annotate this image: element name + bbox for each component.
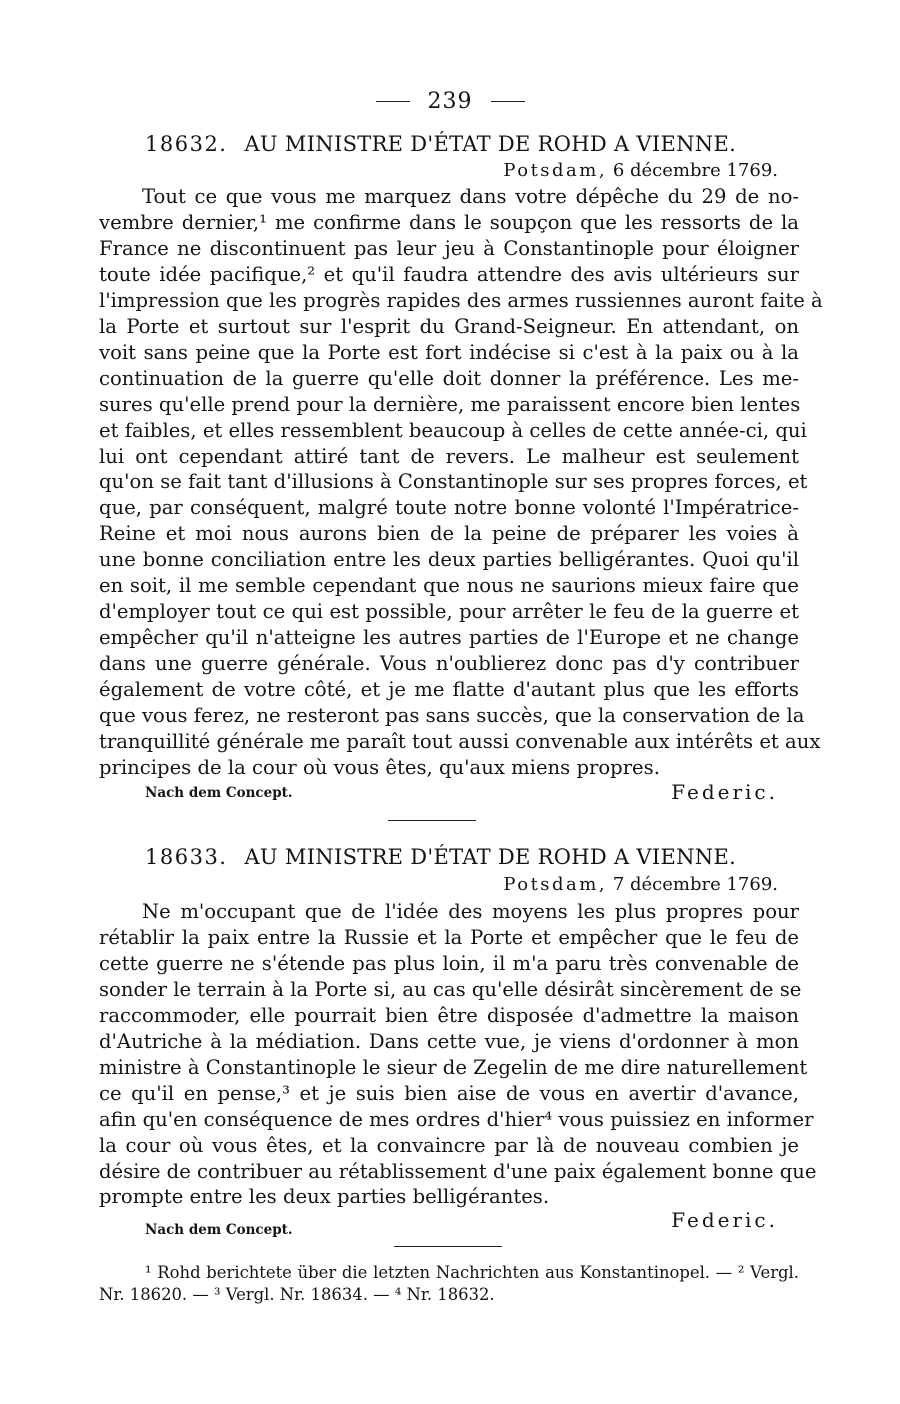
letter-heading bbox=[145, 132, 805, 156]
text-line: et faibles, et elles ressemblent beaucoup à celles de cette année-ci, qui bbox=[99, 418, 807, 442]
text-line: en soit, il me semble cependant que nous ne saurions mieux faire que bbox=[99, 574, 799, 598]
text-line: dans une guerre générale. Vous n'oublierez donc pas d'y contribuer bbox=[99, 652, 799, 676]
letter-title: AU MINISTRE D'ÉTAT DE ROHD A VIENNE. bbox=[244, 845, 737, 869]
text-line: sonder le terrain à la Porte si, au cas qu'elle désirât sincèrement de se bbox=[99, 977, 802, 1001]
text-line: Tout ce que vous me marquez dans votre dépêche du 29 de no- bbox=[142, 185, 799, 208]
letter-dateline bbox=[503, 160, 778, 181]
text-line: cette guerre ne s'étende pas plus loin, il m'a paru très convenable de bbox=[99, 951, 799, 975]
text-line: également de votre côté, et je me flatte d'autant plus que les efforts bbox=[99, 678, 799, 702]
text-line: principes de la cour où vous êtes, qu'aux miens propres. bbox=[99, 755, 660, 779]
letter-number: 18633. bbox=[145, 845, 228, 869]
page-number-row bbox=[0, 86, 900, 116]
letter-date: 6 décembre 1769. bbox=[612, 160, 778, 181]
text-line: empêcher qu'il n'atteigne les autres parties de l'Europe et ne change bbox=[99, 626, 799, 650]
text-line: vembre dernier,¹ me confirme dans le soupçon que les ressorts de la bbox=[99, 210, 799, 234]
page-number-dash-left bbox=[376, 101, 410, 102]
text-line: France ne discontinuent pas leur jeu à Constantinople pour éloigner bbox=[99, 236, 799, 260]
text-line: sures qu'elle prend pour la dernière, me paraissent encore bien lentes bbox=[99, 392, 801, 416]
letter-place: Potsdam, bbox=[503, 160, 608, 181]
signature: Federic. bbox=[671, 1208, 778, 1232]
section-divider bbox=[388, 820, 476, 821]
letter-body bbox=[99, 184, 823, 781]
text-line: ministre à Constantinople le sieur de Zegelin de me dire naturellement bbox=[99, 1055, 808, 1079]
letter-date: 7 décembre 1769. bbox=[612, 874, 778, 895]
text-line: une bonne conciliation entre les deux parties belligérantes. Quoi qu'il bbox=[99, 548, 799, 572]
footnotes bbox=[99, 1262, 799, 1306]
text-line: lui ont cependant attiré tant de revers. Le malheur est seulement bbox=[99, 444, 799, 468]
footnote-line: Nr. 18620. — ³ Vergl. Nr. 18634. — ⁴ Nr. 18632. bbox=[99, 1285, 495, 1304]
text-line: la cour où vous êtes, et la convaincre par là de nouveau combien je bbox=[99, 1133, 799, 1157]
letter-dateline bbox=[503, 874, 778, 895]
text-line: Reine et moi nous aurons bien de la peine de préparer les voies à bbox=[99, 522, 799, 546]
page-number-dash-right bbox=[491, 101, 525, 102]
text-line: l'impression que les progrès rapides des armes russiennes auront faite à bbox=[99, 288, 823, 312]
text-line: continuation de la guerre qu'elle doit donner la préférence. Les me- bbox=[99, 366, 799, 390]
letter-heading bbox=[145, 845, 805, 869]
text-line: d'employer tout ce qui est possible, pour arrêter le feu de la guerre et bbox=[99, 600, 799, 624]
text-line: d'Autriche à la médiation. Dans cette vue, je viens d'ordonner à mon bbox=[99, 1029, 799, 1053]
letter-body bbox=[99, 899, 817, 1210]
text-line: afin qu'en conséquence de mes ordres d'hier⁴ vous puissiez en informer bbox=[99, 1107, 814, 1131]
text-line: désire de contribuer au rétablissement d'une paix également bonne que bbox=[99, 1159, 817, 1183]
text-line: tranquillité générale me paraît tout aussi convenable aux intérêts et aux bbox=[99, 730, 821, 754]
text-line: ce qu'il en pense,³ et je suis bien aise de vous en avertir d'avance, bbox=[99, 1081, 799, 1105]
letter-title: AU MINISTRE D'ÉTAT DE ROHD A VIENNE. bbox=[244, 132, 737, 156]
text-line: voit sans peine que la Porte est fort indécise si c'est à la paix ou à la bbox=[99, 340, 799, 364]
text-line: prompte entre les deux parties belligérantes. bbox=[99, 1185, 550, 1209]
text-line: Ne m'occupant que de l'idée des moyens les plus propres pour bbox=[142, 900, 799, 923]
letter-number: 18632. bbox=[145, 132, 228, 156]
text-line: la Porte et surtout sur l'esprit du Grand-Seigneur. En attendant, on bbox=[99, 314, 799, 338]
text-line: que, par conséquent, malgré toute notre bonne volonté l'Impératrice- bbox=[99, 496, 799, 520]
text-line: raccommoder, elle pourrait bien être disposée d'admettre la maison bbox=[99, 1003, 799, 1027]
source-note: Nach dem Concept. bbox=[145, 1222, 293, 1238]
footnote-line: ¹ Rohd berichtete über die letzten Nachrichten aus Konstantinopel. — ² Vergl. bbox=[145, 1263, 799, 1282]
text-line: que vous ferez, ne resteront pas sans succès, que la conservation de la bbox=[99, 704, 805, 728]
text-line: qu'on se fait tant d'illusions à Constantinople sur ses propres forces, et bbox=[99, 470, 808, 494]
signature: Federic. bbox=[671, 780, 778, 804]
letter-place: Potsdam, bbox=[503, 874, 608, 895]
source-note: Nach dem Concept. bbox=[145, 785, 293, 801]
text-line: rétablir la paix entre la Russie et la Porte et empêcher que le feu de bbox=[99, 925, 799, 949]
page-number: 239 bbox=[427, 88, 473, 114]
text-line: toute idée pacifique,² et qu'il faudra attendre des avis ultérieurs sur bbox=[99, 262, 799, 286]
footnote-divider bbox=[394, 1246, 502, 1247]
